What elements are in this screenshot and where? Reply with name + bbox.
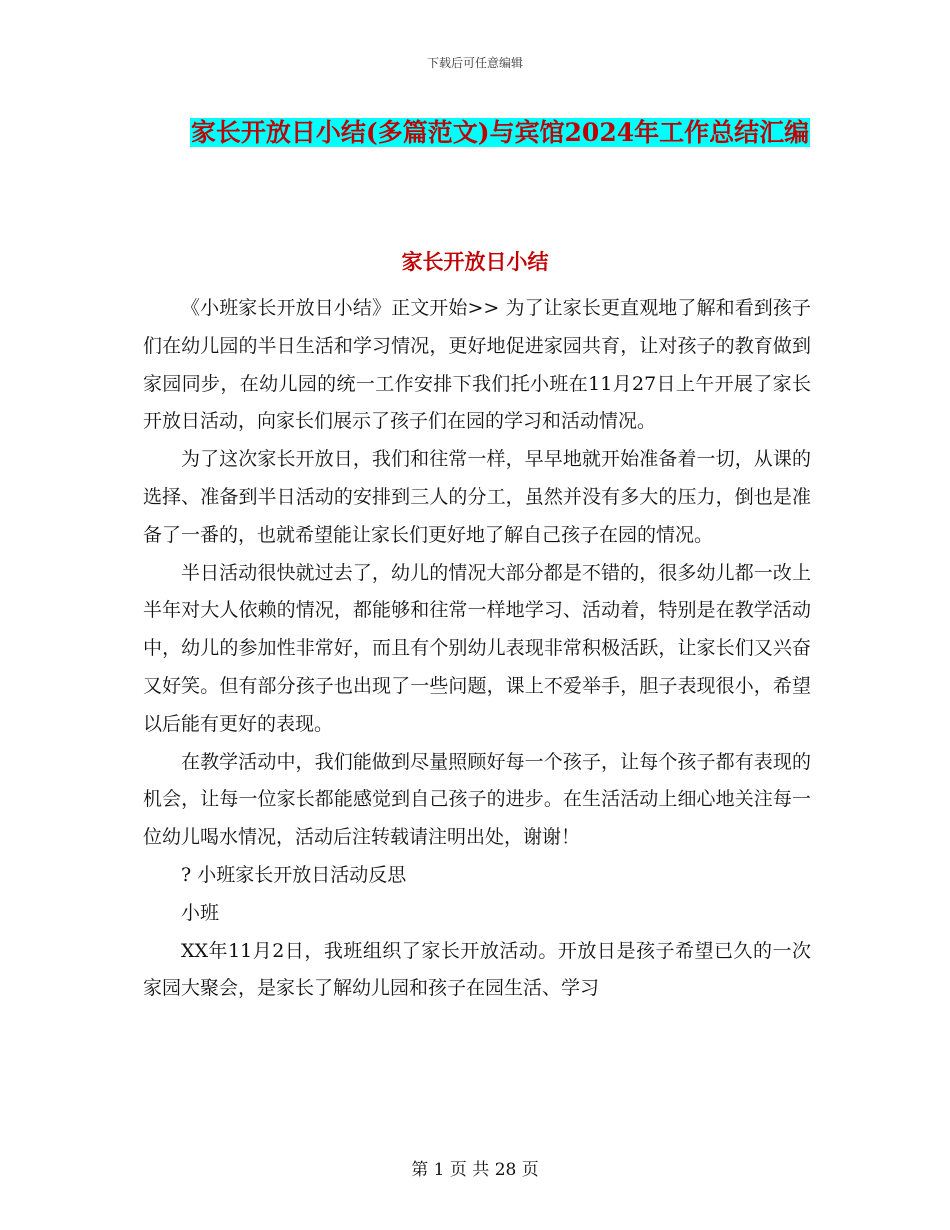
header-note: 下载后可任意编辑 [426, 56, 523, 70]
paragraph: ? 小班家长开放日活动反思 [181, 863, 407, 886]
document-body [143, 290, 811, 1008]
paragraph: 《小班家长开放日小结》正文开始>> 为了让家长更直观地了解和看到孩子们在幼儿园的半日生活和学习情况，更好地促进家园共育，让对孩子的教育做到家园同步，在幼儿园的统一工作安排下我们托小班在11月27日上午开展了家长开放日活动，向家长们展示了孩子们在园的学习和活动情况。 [143, 297, 811, 433]
paragraph: 小班 [181, 901, 220, 924]
document-title [150, 110, 850, 156]
paragraph: 半日活动很快就过去了，幼儿的情况大部分都是不错的，很多幼儿都一改上半年对大人依赖的情况，都能够和往常一样地学习、活动着，特别是在教学活动中，幼儿的参加性非常好，而且有个别幼儿表现非常积极活跃，让家长们又兴奋又好笑。但有部分孩子也出现了一些问题，课上不爱举手，胆子表现很小，希望以后能有更好的表现。 [143, 561, 811, 735]
section-title: 家长开放日小结 [401, 249, 549, 274]
paragraph: 在教学活动中，我们能做到尽量照顾好每一个孩子，让每个孩子都有表现的机会，让每一位家长都能感觉到自己孩子的进步。在生活活动上细心地关注每一位幼儿喝水情况，活动后注转载请注明出处，谢谢！ [143, 750, 811, 849]
page-footer: 第 1 页 共 28 页 [411, 1160, 539, 1180]
paragraph: 为了这次家长开放日，我们和往常一样，早早地就开始准备着一切，从课的选择、准备到半日活动的安排到三人的分工，虽然并没有多大的压力，倒也是准备了一番的，也就希望能让家长们更好地了解自己孩子在园的情况。 [143, 448, 811, 546]
paragraph: XX年11月2日，我班组织了家长开放活动。开放日是孩子希望已久的一次家园大聚会，是家长了解幼儿园和孩子在园生活、学习 [143, 939, 811, 1000]
document-title-text: 家长开放日小结(多篇范文)与宾馆2024年工作总结汇编 [190, 118, 810, 147]
